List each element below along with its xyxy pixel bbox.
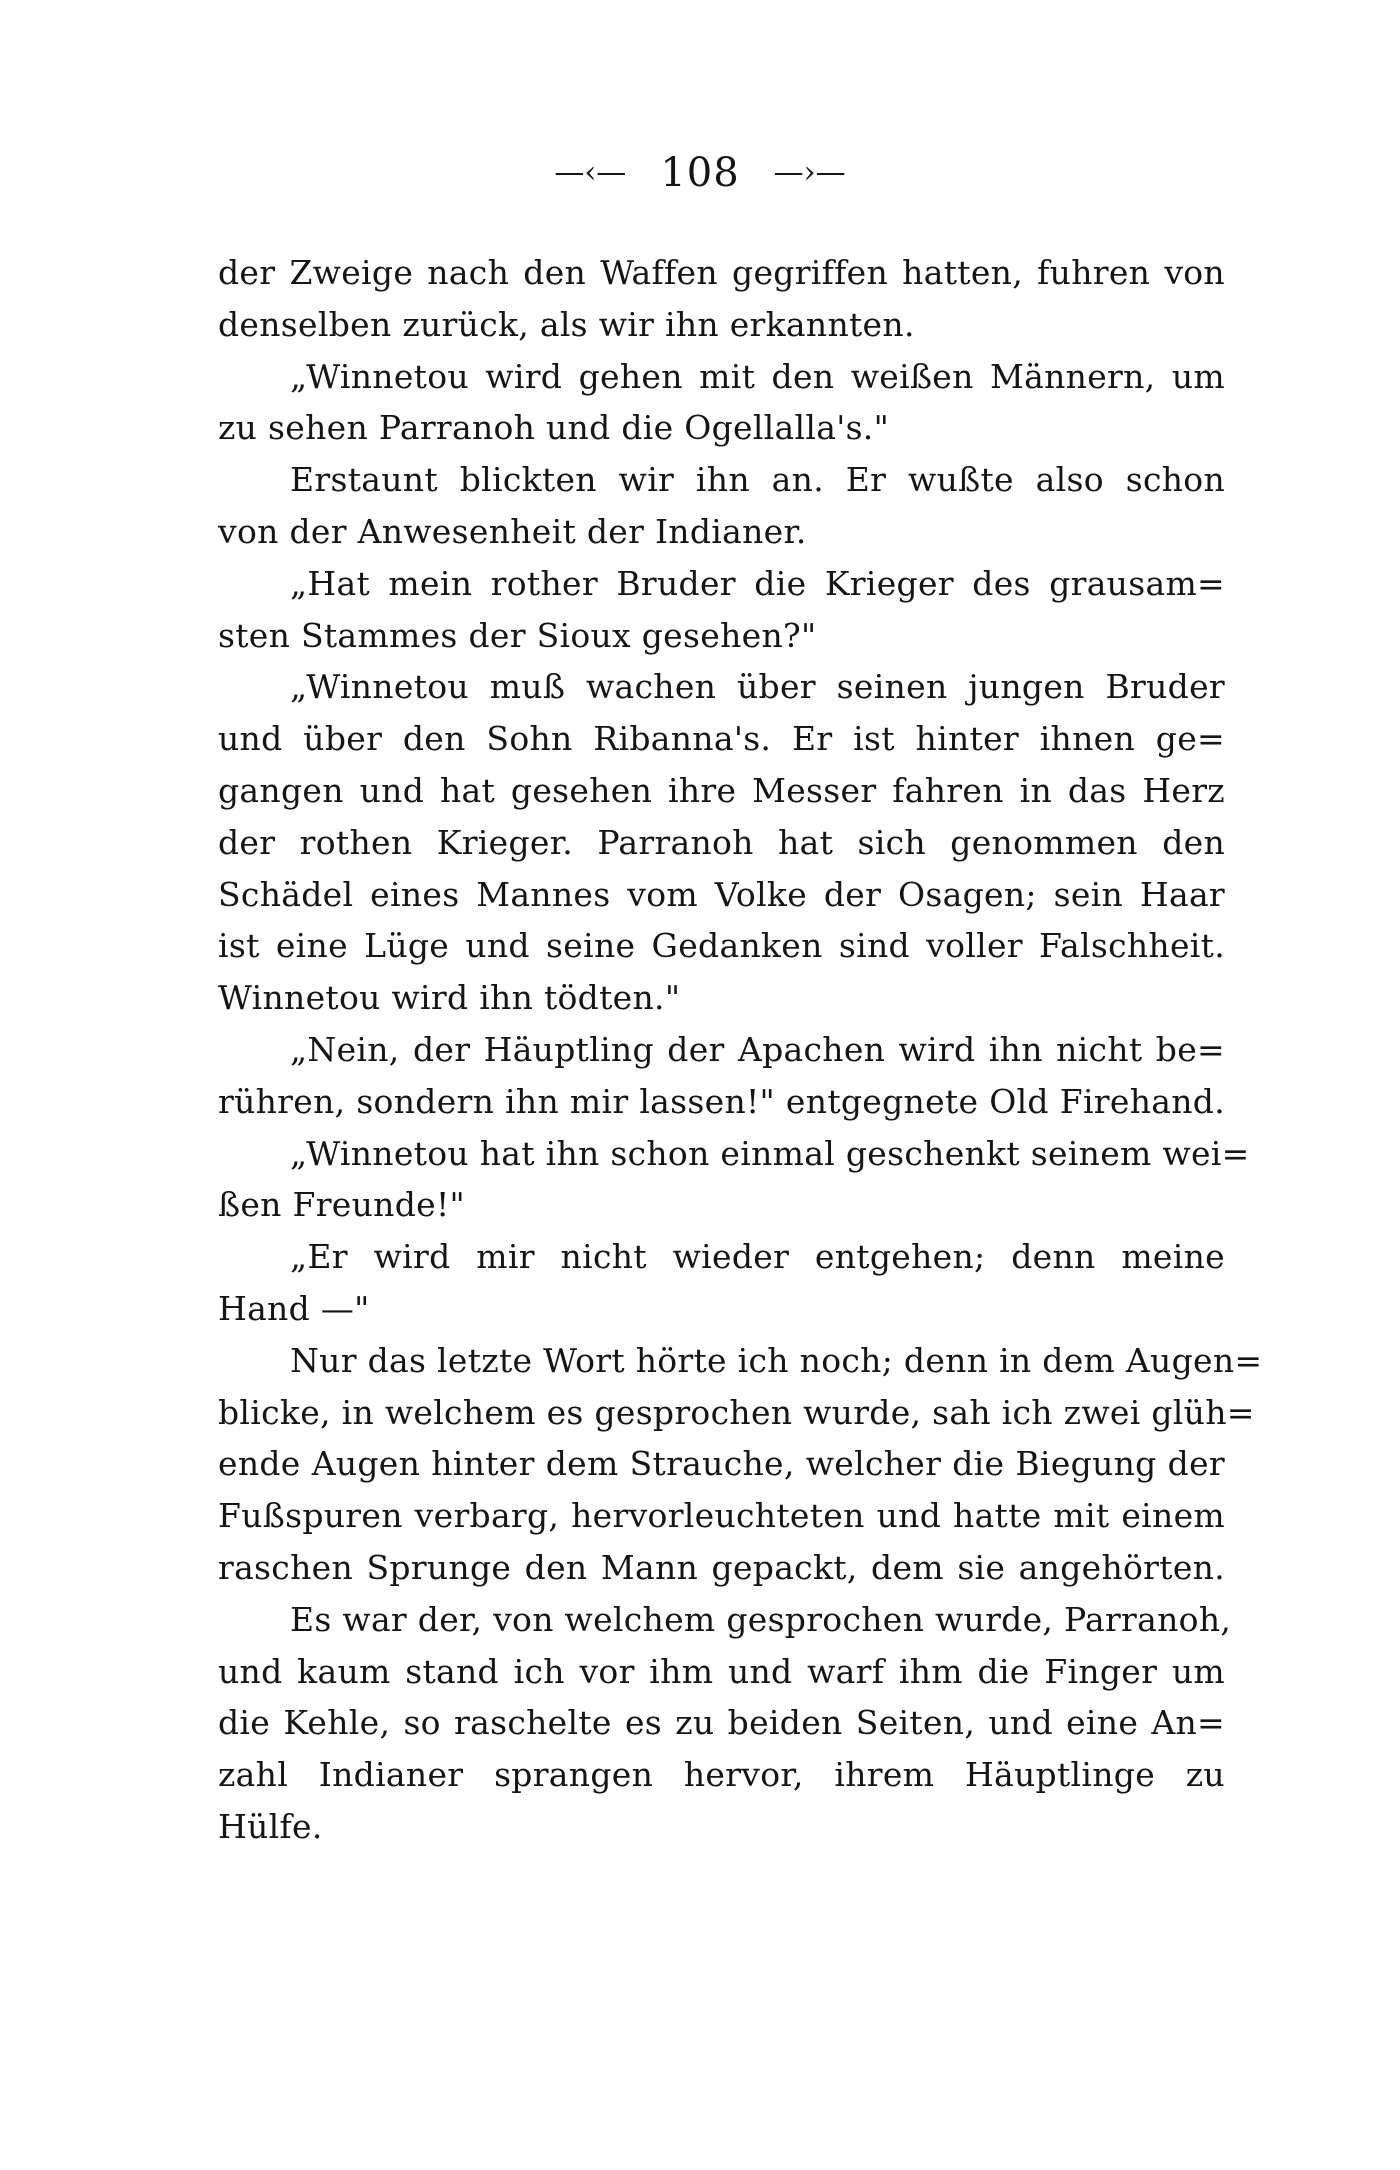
right-ornament: —›— bbox=[773, 155, 846, 190]
text-line: denselben zurück, als wir ihn erkannten. bbox=[218, 304, 915, 344]
text-line: „Nein, der Häuptling der Apachen wird ihn nicht be= bbox=[290, 1029, 1225, 1069]
page-number: 108 bbox=[660, 150, 740, 196]
text-line: der Zweige nach den Waffen gegriffen hatten, fuhren von bbox=[218, 253, 1225, 292]
text-line: gangen und hat gesehen ihre Messer fahren in das Herz bbox=[218, 770, 1225, 810]
text-line: „Winnetou hat ihn schon einmal geschenkt seinem wei= bbox=[290, 1133, 1250, 1173]
text-line: Es war der, von welchem gesprochen wurde, Parranoh, bbox=[290, 1599, 1232, 1639]
text-line: und über den Sohn Ribanna's. Er ist hinter ihnen ge= bbox=[218, 719, 1225, 759]
text-line: blicke, in welchem es gesprochen wurde, sah ich zwei glüh= bbox=[218, 1392, 1255, 1432]
text-line: raschen Sprunge den Mann gepackt, dem sie angehörten. bbox=[218, 1547, 1225, 1587]
text-line: „Winnetou wird gehen mit den weißen Männern, um bbox=[290, 356, 1225, 396]
text-line: von der Anwesenheit der Indianer. bbox=[218, 511, 807, 551]
text-line: Winnetou wird ihn tödten." bbox=[218, 978, 681, 1018]
text-line: Hand —" bbox=[218, 1288, 370, 1328]
text-line: Hülfe. bbox=[218, 1806, 323, 1846]
text-line: „Hat mein rother Bruder die Krieger des grausam= bbox=[290, 563, 1225, 603]
text-line: sten Stammes der Sioux gesehen?" bbox=[218, 615, 817, 655]
text-line: Schädel eines Mannes vom Volke der Osagen; sein Haar bbox=[218, 874, 1225, 914]
text-line: und kaum stand ich vor ihm und warf ihm die Finger um bbox=[218, 1651, 1225, 1691]
text-line: Nur das letzte Wort hörte ich noch; denn in dem Augen= bbox=[290, 1340, 1263, 1380]
body-text bbox=[218, 247, 1263, 1853]
text-line: Erstaunt blickten wir ihn an. Er wußte also schon bbox=[290, 460, 1225, 500]
page-header bbox=[0, 148, 1400, 198]
text-line: „Winnetou muß wachen über seinen jungen Bruder bbox=[290, 667, 1225, 707]
text-line: zu sehen Parranoh und die Ogellalla's." bbox=[218, 408, 890, 448]
text-line: ende Augen hinter dem Strauche, welcher die Biegung der bbox=[218, 1444, 1225, 1484]
left-ornament: —‹— bbox=[554, 155, 627, 190]
text-line: der rothen Krieger. Parranoh hat sich genommen den bbox=[218, 822, 1225, 862]
text-line: rühren, sondern ihn mir lassen!" entgegnete Old Firehand. bbox=[218, 1081, 1225, 1121]
text-line: die Kehle, so raschelte es zu beiden Seiten, und eine An= bbox=[218, 1703, 1225, 1743]
text-line: zahl Indianer sprangen hervor, ihrem Häuptlinge zu bbox=[218, 1755, 1225, 1795]
text-line: ist eine Lüge und seine Gedanken sind voller Falschheit. bbox=[218, 926, 1225, 966]
text-line: Fußspuren verbarg, hervorleuchteten und hatte mit einem bbox=[218, 1496, 1225, 1536]
text-line: „Er wird mir nicht wieder entgehen; denn meine bbox=[290, 1237, 1225, 1277]
text-line: ßen Freunde!" bbox=[218, 1185, 466, 1225]
